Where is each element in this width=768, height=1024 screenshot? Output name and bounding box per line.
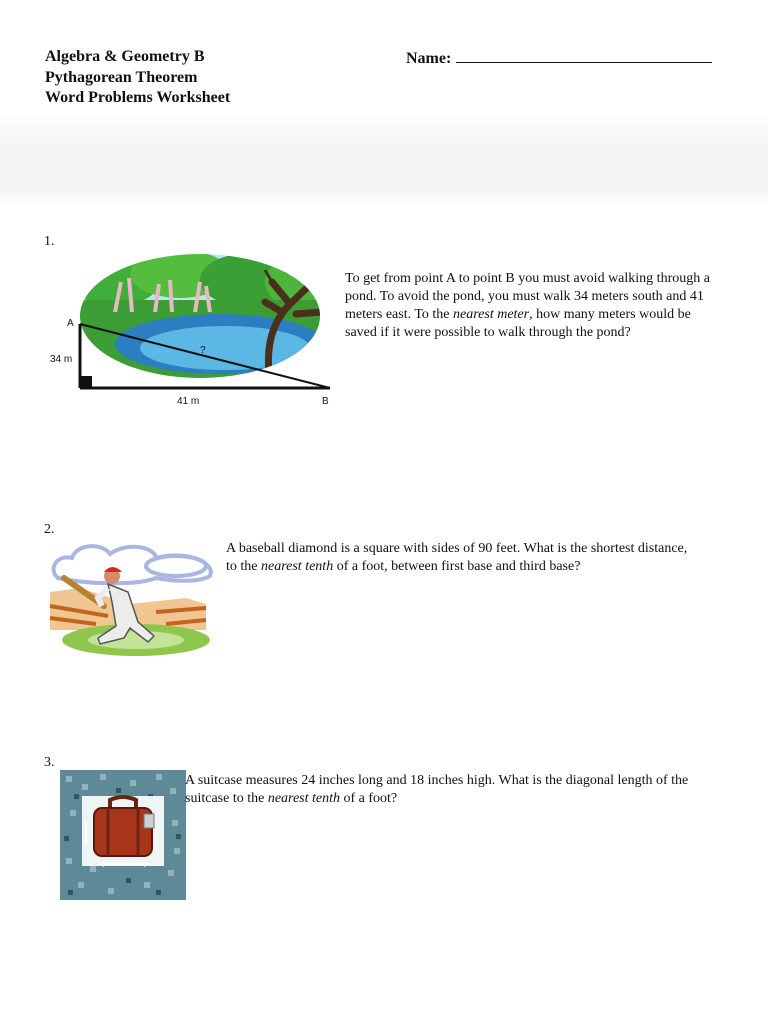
point-b-label: B xyxy=(322,396,329,407)
question-1-text: To get from point A to point B you must avoid walking through a pond. To avoid the pond, you must walk 34 meters south and 41 meters east. To the nearest meter, how many meters would be saved if it were possible to walk through the pond? xyxy=(345,271,710,340)
suitcase-clipart xyxy=(60,770,186,900)
course-title: Algebra & Geometry B xyxy=(45,48,205,65)
question-3-number: 3. xyxy=(44,755,55,770)
name-label: Name: xyxy=(406,50,452,67)
pond-scene-illustration xyxy=(60,250,340,392)
side-34m-label: 34 m xyxy=(50,354,73,365)
right-angle-mark xyxy=(80,376,92,388)
question-3-text: A suitcase measures 24 inches long and 18 inches high. What is the diagonal length of the suitcase to the nearest tenth of a foot? xyxy=(185,773,689,806)
pond-diagram xyxy=(50,252,340,412)
question-2-number: 2. xyxy=(44,522,55,537)
question-1-number: 1. xyxy=(44,234,55,249)
unknown-distance-label: ? xyxy=(200,345,206,356)
question-2-text: A baseball diamond is a square with sides of 90 feet. What is the shortest distance, to the nearest tenth of a foot, between first base and third base? xyxy=(226,541,688,574)
worksheet-subtitle: Word Problems Worksheet xyxy=(45,89,231,106)
side-41m-label: 41 m xyxy=(177,396,200,407)
point-a-label: A xyxy=(67,318,74,329)
baseball-batter-clipart xyxy=(46,540,216,660)
name-field[interactable] xyxy=(406,47,712,68)
worksheet-title xyxy=(45,47,230,109)
topic-title: Pythagorean Theorem xyxy=(45,68,198,86)
name-blank-line[interactable] xyxy=(456,47,712,63)
